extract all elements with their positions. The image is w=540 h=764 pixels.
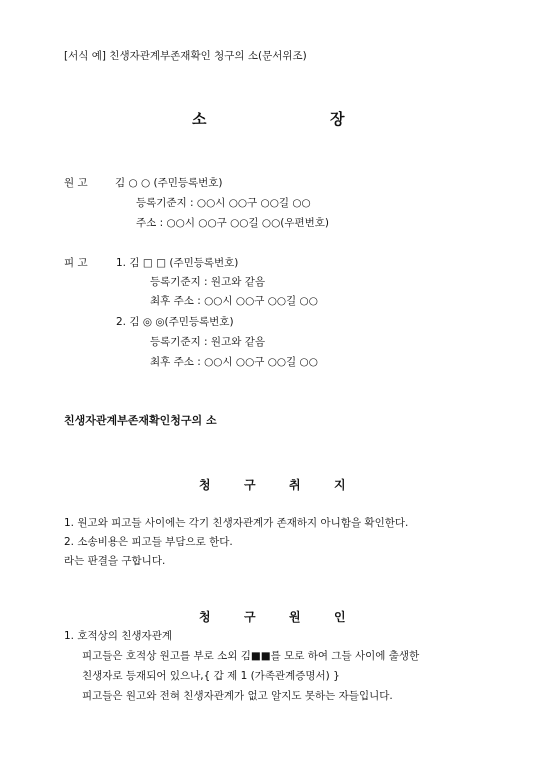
claim-heading-char: 구 [244,478,256,492]
claim-item: 라는 판결을 구합니다. [64,555,166,567]
defendant2-address: 최후 주소 : ○○시 ○○구 ○○길 ○○ [150,356,318,368]
defendant1-address: 최후 주소 : ○○시 ○○구 ○○길 ○○ [150,295,318,307]
cause-heading-char: 구 [244,610,256,624]
plaintiff-registry: 등록기준지 : ○○시 ○○구 ○○길 ○○ [136,197,311,209]
cause-heading [0,608,540,624]
claim-item: 1. 원고와 피고들 사이에는 각기 친생자관계가 존재하지 아니함을 확인한다. [64,517,409,529]
claim-heading [0,476,540,492]
title-right: 장 [330,110,345,128]
defendant-label: 피 고 [64,257,88,269]
cause-heading-char: 인 [334,610,346,624]
cause-heading-char: 원 [289,610,301,624]
claim-heading-char: 청 [199,478,211,492]
defendant2-name: 2. 김 ◎ ◎(주민등록번호) [116,316,234,328]
form-header: [서식 예] 친생자관계부존재확인 청구의 소(문서위조) [64,50,307,62]
defendant1-name: 1. 김 □ □ (주민등록번호) [116,257,239,269]
claim-heading-char: 취 [289,478,301,492]
plaintiff-address: 주소 : ○○시 ○○구 ○○길 ○○(우편번호) [136,217,330,229]
cause-line: 피고들은 호적상 원고를 부로 소외 김■■를 모로 하여 그들 사이에 출생한 [82,650,420,662]
claim-heading-char: 지 [334,478,346,492]
cause-line: 피고들은 원고와 전혀 친생자관계가 없고 알지도 못하는 자들입니다. [82,690,393,702]
plaintiff-label: 원 고 [64,177,88,189]
case-title: 친생자관계부존재확인청구의 소 [64,414,217,427]
cause-line: 친생자로 등재되어 있으나,{ 갑 제 1 (가족관계증명서) } [82,670,340,682]
plaintiff-name: 김 ○ ○ (주민등록번호) [115,177,223,189]
defendant2-registry: 등록기준지 : 원고와 같음 [150,336,265,348]
title-left: 소 [192,110,207,128]
defendant1-registry: 등록기준지 : 원고와 같음 [150,276,265,288]
cause-item-title: 1. 호적상의 친생자관계 [64,630,172,642]
cause-heading-char: 청 [199,610,211,624]
claim-item: 2. 소송비용은 피고들 부담으로 한다. [64,536,233,548]
